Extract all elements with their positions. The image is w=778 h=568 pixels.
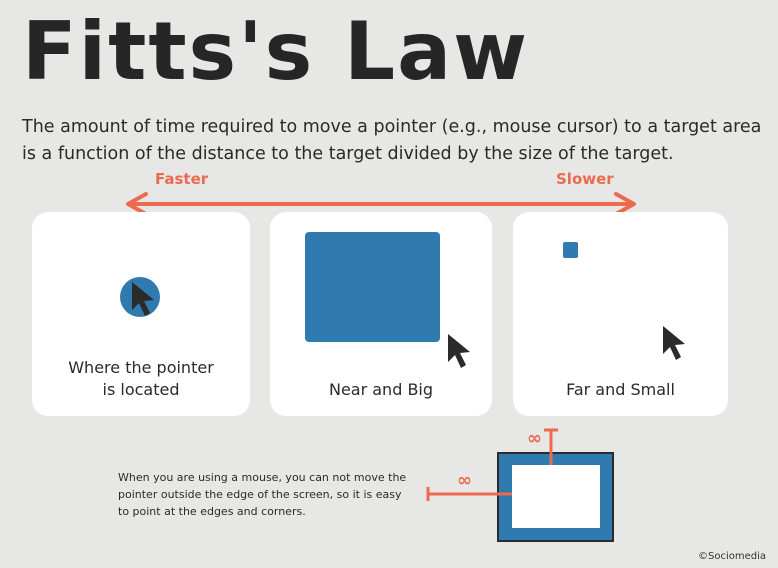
infinity-symbol-top: ∞	[527, 428, 542, 449]
infinity-symbol-left: ∞	[457, 470, 472, 491]
screen-area	[512, 465, 600, 528]
credit-text: ©Sociomedia	[697, 551, 766, 562]
definition-text: The amount of time required to move a pointer (e.g., mouse cursor) to a target area is a function of the distance to the target divided by the size of the target.	[22, 117, 762, 164]
faster-label: Faster	[155, 170, 209, 188]
page-title: Fitts's Law	[22, 5, 529, 98]
panel-label-line1: Where the pointer	[68, 358, 214, 377]
panel-label: Far and Small	[566, 380, 675, 399]
screen-edge-note: When you are using a mouse, you can not move the pointer outside the edge of the screen, so it is easy to point at the edges and corners.	[118, 471, 407, 518]
panel-label: Near and Big	[328, 380, 434, 399]
panel-label-line2: is located	[102, 380, 180, 399]
slower-label: Slower	[556, 170, 614, 188]
